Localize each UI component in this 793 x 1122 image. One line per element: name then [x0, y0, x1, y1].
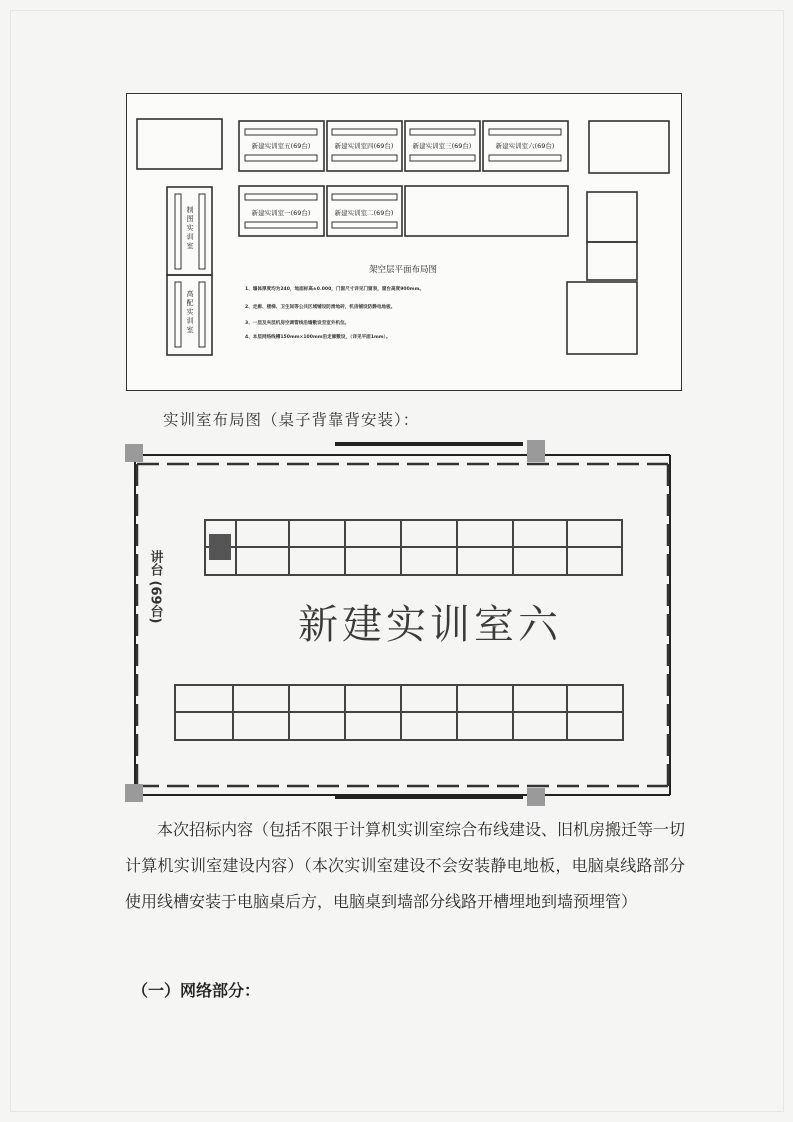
- section-heading-network: （一）网络部分：: [132, 981, 261, 1000]
- room-layout-figure: [125, 440, 675, 806]
- top-block-marker: [209, 534, 231, 560]
- power-lab-label: 高配实训室: [186, 290, 194, 335]
- corner-column-tl: [125, 444, 143, 462]
- plan-note-1: 1、墙体厚度均为240，地面标高±0.000，门窗尺寸详见门窗表，窗台高度900mm。: [245, 287, 424, 292]
- room-right-c-box: [567, 282, 637, 354]
- room-2-label: 新建实训室二(69台): [334, 209, 394, 217]
- drawing-lab-label: 制图实训室: [186, 206, 194, 251]
- room-4-label: 新建实训室四(69台): [334, 142, 394, 150]
- bottom-door: [335, 795, 523, 799]
- plan-title: 架空层平面布局图: [368, 265, 438, 275]
- floor-plan-drawing: [127, 94, 681, 390]
- corner-column-bl: [125, 784, 143, 802]
- room-right-a-box: [587, 192, 637, 242]
- top-door: [335, 442, 523, 446]
- bid-content-paragraph: [125, 812, 685, 920]
- plan-note-4: 4、本层网络线槽150mm×100mm沿走廊敷设，（详见平面1mm）。: [245, 335, 391, 340]
- room-3-label: 新建实训室三(69台): [412, 142, 472, 150]
- room-5-label: 新建实训室五(69台): [251, 142, 311, 150]
- plan-note-3: 3、一层及夹层机房空调管线沿墙敷设至室外机位。: [245, 321, 350, 326]
- room-right-b-box: [587, 242, 637, 280]
- top-desk-block: [205, 520, 622, 575]
- side-label: 讲台 (69台): [147, 550, 163, 624]
- corner-column-b: [527, 788, 545, 806]
- room-6-label: 新建实训室六(69台): [495, 142, 555, 150]
- floor-plan-figure: [126, 93, 682, 391]
- layout-caption: 实训室布局图（桌子背靠背安装）：: [163, 411, 420, 429]
- corridor-box: [405, 186, 568, 236]
- room-right-top-box: [589, 121, 669, 173]
- room-name: 新建实训室六: [298, 602, 562, 648]
- room-left-top-box: [137, 119, 222, 169]
- bid-content-text: 本次招标内容（包括不限于计算机实训室综合布线建设、旧机房搬迁等一切计算机实训室建设内容）（本次实训室建设不会安装静电地板，电脑桌线路部分使用线槽安装于电脑桌后方，电脑桌到墙部分线路开槽埋地到墙预埋管）: [125, 820, 686, 911]
- corner-column-t: [527, 440, 545, 462]
- room-layout-drawing: [125, 440, 675, 806]
- bottom-desk-block: [175, 685, 623, 740]
- plan-note-2: 2、走廊、楼梯、卫生间等公共区域铺设防滑地砖，机房铺设防静电地板。: [245, 305, 396, 310]
- room-1-label: 新建实训室一(69台): [251, 209, 311, 217]
